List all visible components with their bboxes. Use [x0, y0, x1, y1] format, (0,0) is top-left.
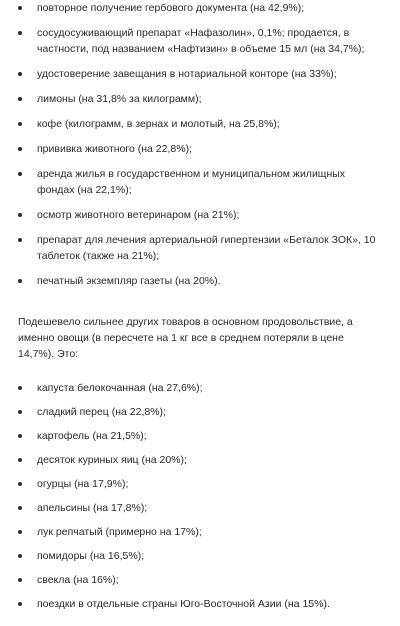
bullet-icon — [18, 31, 22, 35]
bullet-icon — [18, 97, 22, 101]
list-item — [0, 428, 400, 444]
list-item — [0, 273, 400, 289]
paragraph-text: Подешевело сильнее других товаров в основном продовольствие, а именно овощи (в пересчете на 1 кг все в среднем потеряли в цене 14,7%). Это: — [18, 316, 353, 360]
list-item-text: удостоверение завещания в нотариальной конторе (на 33%); — [37, 68, 337, 80]
list-item — [0, 596, 400, 612]
list-item — [0, 524, 400, 540]
bullet-icon — [18, 147, 22, 151]
bullet-icon — [18, 238, 22, 242]
price-increase-list — [0, 0, 400, 289]
list-item-text: огурцы (на 17,9%); — [37, 478, 129, 490]
bullet-icon — [18, 410, 22, 414]
bullet-icon — [18, 530, 22, 534]
list-item-text: картофель (на 21,5%); — [37, 430, 147, 442]
list-item — [0, 141, 400, 157]
bullet-icon — [18, 386, 22, 390]
list-item-text: препарат для лечения артериальной гипертензии «Беталок ЗОК», 10 таблеток (также на 21%); — [37, 234, 376, 262]
list-item — [0, 572, 400, 588]
list-item-text: повторное получение гербового документа (на 42,9%); — [37, 2, 305, 14]
list-item-text: лук репчатый (примерно на 17%); — [37, 526, 202, 538]
list-item — [0, 548, 400, 564]
bullet-icon — [18, 6, 22, 10]
bullet-icon — [18, 458, 22, 462]
bullet-icon — [18, 72, 22, 76]
list-item — [0, 91, 400, 107]
bullet-icon — [18, 434, 22, 438]
bullet-icon — [18, 482, 22, 486]
list-item-text: капуста белокочанная (на 27,6%); — [37, 382, 203, 394]
list-item — [0, 166, 400, 198]
list-item-text: кофе (килограмм, в зернах и молотый, на 25,8%); — [37, 118, 280, 130]
list-item-text: сладкий перец (на 22,8%); — [37, 406, 166, 418]
bullet-icon — [18, 554, 22, 558]
list-item-text: лимоны (на 31,8% за килограмм); — [37, 93, 202, 105]
list-item — [0, 116, 400, 132]
list-item — [0, 380, 400, 396]
bullet-icon — [18, 578, 22, 582]
bullet-icon — [18, 172, 22, 176]
list-item — [0, 452, 400, 468]
bullet-icon — [18, 506, 22, 510]
list-item-text: печатный экземпляр газеты (на 20%). — [37, 275, 221, 287]
price-decrease-list — [0, 380, 400, 612]
list-item — [0, 66, 400, 82]
list-item-text: сосудосуживающий препарат «Нафазолин», 0,1%; продается, в частности, под названием «Нафтизин» в объеме 15 мл (на 34,7%); — [37, 27, 365, 55]
list-item-text: осмотр животного ветеринаром (на 21%); — [37, 209, 240, 221]
list-item — [0, 404, 400, 420]
list-item-text: свекла (на 16%); — [37, 574, 119, 586]
list-item-text: аренда жилья в государственном и муниципальном жилищных фондах (на 22,1%); — [37, 168, 346, 196]
bullet-icon — [18, 602, 22, 606]
list-item — [0, 232, 400, 264]
list-item — [0, 476, 400, 492]
list-item-text: прививка животного (на 22,8%); — [37, 143, 192, 155]
list-item-text: десяток куриных яиц (на 20%); — [37, 454, 187, 466]
list-item — [0, 25, 400, 57]
list-item — [0, 0, 400, 16]
list-item-text: апельсины (на 17,8%); — [37, 502, 148, 514]
bullet-icon — [18, 122, 22, 126]
list-item — [0, 500, 400, 516]
bullet-icon — [18, 279, 22, 283]
list-item-text: поездки в отдельные страны Юго-Восточной Азии (на 15%). — [37, 598, 330, 610]
bullet-icon — [18, 213, 22, 217]
list-item — [0, 207, 400, 223]
list-item-text: помидоры (на 16,5%); — [37, 550, 145, 562]
